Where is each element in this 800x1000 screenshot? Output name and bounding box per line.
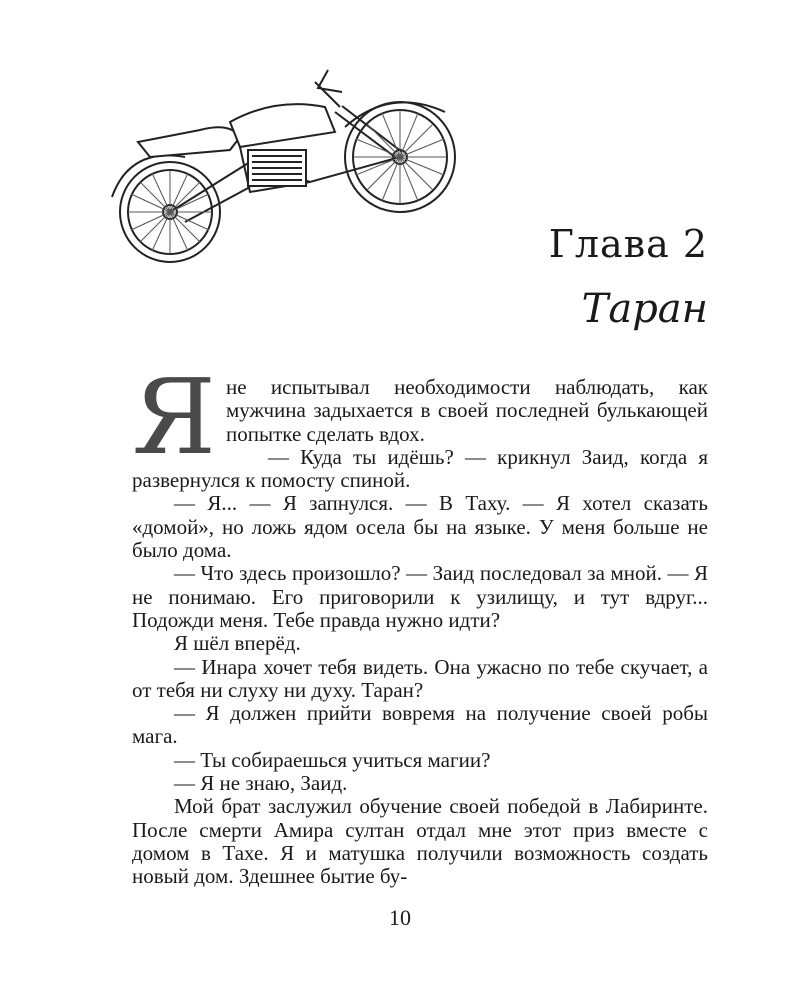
drop-cap: Я <box>132 356 216 478</box>
paragraph: Я шёл вперёд. <box>174 631 301 656</box>
paragraph: — Куда ты идёшь? — крикнул Заид, когда я развернулся к помосту спиной. <box>132 444 708 493</box>
chapter-title: Таран <box>581 286 708 332</box>
chapter-number: Глава 2 <box>548 222 708 266</box>
paragraph: — Я должен прийти вовремя на получение своей робы мага. <box>132 701 708 749</box>
paragraph: — Ты собираешься учиться магии? <box>174 747 491 772</box>
paragraph: — Инара хочет тебя видеть. Она ужасно по тебе скучает, а от тебя ни слуху ни духу. Таран? <box>132 654 708 702</box>
motorcycle-illustration <box>90 62 470 267</box>
paragraph: — Что здесь произошло? — Заид последовал за мной. — Я не понимаю. Его приговорили к узилищу, и тут вдруг... Подожди меня. Тебе правда нужно идти? <box>132 561 708 632</box>
paragraph: — Я не знаю, Заид. <box>174 771 348 796</box>
paragraph: Мой брат заслужил обучение своей победой в Лабиринте. После смерти Амира султан отдал мне этот приз вместе с домом в Тахе. Я и матушка получили возможность создать новый дом. Здешнее бытие бу- <box>132 794 708 889</box>
page-number: 10 <box>389 905 411 930</box>
paragraph: Я не испытывал необходимости наблюдать, как мужчина задыхается в своей последней булькающей попытке сделать вдох. <box>132 356 708 478</box>
body-text <box>132 356 708 889</box>
paragraph: — Я... — Я запнулся. — В Таху. — Я хотел сказать «домой», но ложь ядом осела бы на языке. У меня больше не было дома. <box>132 491 708 563</box>
